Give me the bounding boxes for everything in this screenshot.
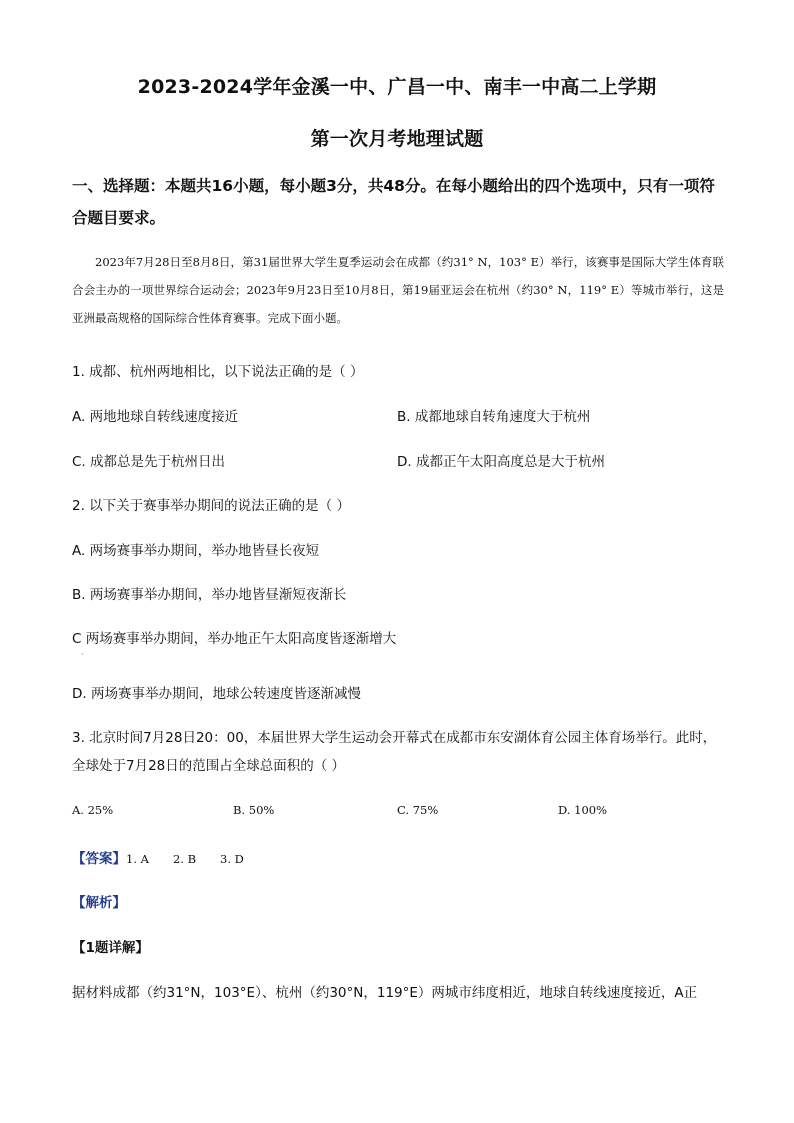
answer-item-2: 2. B bbox=[172, 852, 197, 866]
analysis-sub-label: 【1题详解】 bbox=[72, 940, 149, 956]
analysis-text: 据材料成都（约31°N，103°E）、杭州（约30°N，119°E）两城市纬度相近，地球自转线速度接近，A正 bbox=[72, 985, 698, 1001]
exam-title-line2: 第一次月考地理试题 bbox=[310, 128, 484, 150]
answer-label: 【答案】 bbox=[72, 851, 126, 867]
question-3-stem: 3. 北京时间7月28日20：00，本届世界大学生运动会开幕式在成都市东安湖体育公园主体育场举行。此时，全球处于7月28日的范围占全球总面积的（ ） bbox=[72, 730, 717, 774]
question-2-option-d: D. 两场赛事举办期间，地球公转速度皆逐渐减慢 bbox=[72, 686, 361, 702]
answer-item-3: 3. D bbox=[220, 852, 244, 866]
stray-dot: · bbox=[81, 650, 84, 659]
question-3-option-c: C. 75% bbox=[397, 803, 439, 817]
question-2-option-b: B. 两场赛事举办期间，举办地皆昼渐短夜渐长 bbox=[72, 587, 347, 603]
question-1-stem: 1. 成都、杭州两地相比，以下说法正确的是（ ） bbox=[72, 364, 364, 380]
section-heading: 一、选择题：本题共16小题，每小题3分，共48分。在每小题给出的四个选项中，只有一项符合题目要求。 bbox=[72, 177, 715, 227]
question-1-option-b: B. 成都地球自转角速度大于杭州 bbox=[397, 409, 591, 425]
question-1-option-a: A. 两地地球自转线速度接近 bbox=[72, 409, 239, 425]
question-3-option-d: D. 100% bbox=[558, 803, 607, 817]
reading-passage: 2023年7月28日至8月8日，第31届世界大学生夏季运动会在成都（约31° N，103° E）举行，该赛事是国际大学生体育联合会主办的一项世界综合运动会；2023年9月23日至10月8日，第19届亚运会在杭州（约30° N，119° E）等城市举行，这是亚洲最高规格的国际综合性体育赛事。完成下面小题。 bbox=[72, 255, 724, 325]
exam-title-line1: 2023-2024学年金溪一中、广昌一中、南丰一中高二上学期 bbox=[137, 76, 657, 98]
question-1-option-c: C. 成都总是先于杭州日出 bbox=[72, 454, 226, 470]
answer-item-1: 1. A bbox=[126, 852, 149, 866]
question-2-option-c: C 两场赛事举办期间，举办地正午太阳高度皆逐渐增大 bbox=[72, 631, 397, 647]
question-3-option-a: A. 25% bbox=[72, 803, 114, 817]
question-2-option-a: A. 两场赛事举办期间，举办地皆昼长夜短 bbox=[72, 543, 320, 559]
question-3-option-b: B. 50% bbox=[233, 803, 275, 817]
question-1-option-d: D. 成都正午太阳高度总是大于杭州 bbox=[397, 454, 605, 470]
answer-row bbox=[72, 847, 244, 867]
question-2-stem: 2. 以下关于赛事举办期间的说法正确的是（ ） bbox=[72, 498, 350, 514]
analysis-label: 【解析】 bbox=[72, 895, 126, 911]
